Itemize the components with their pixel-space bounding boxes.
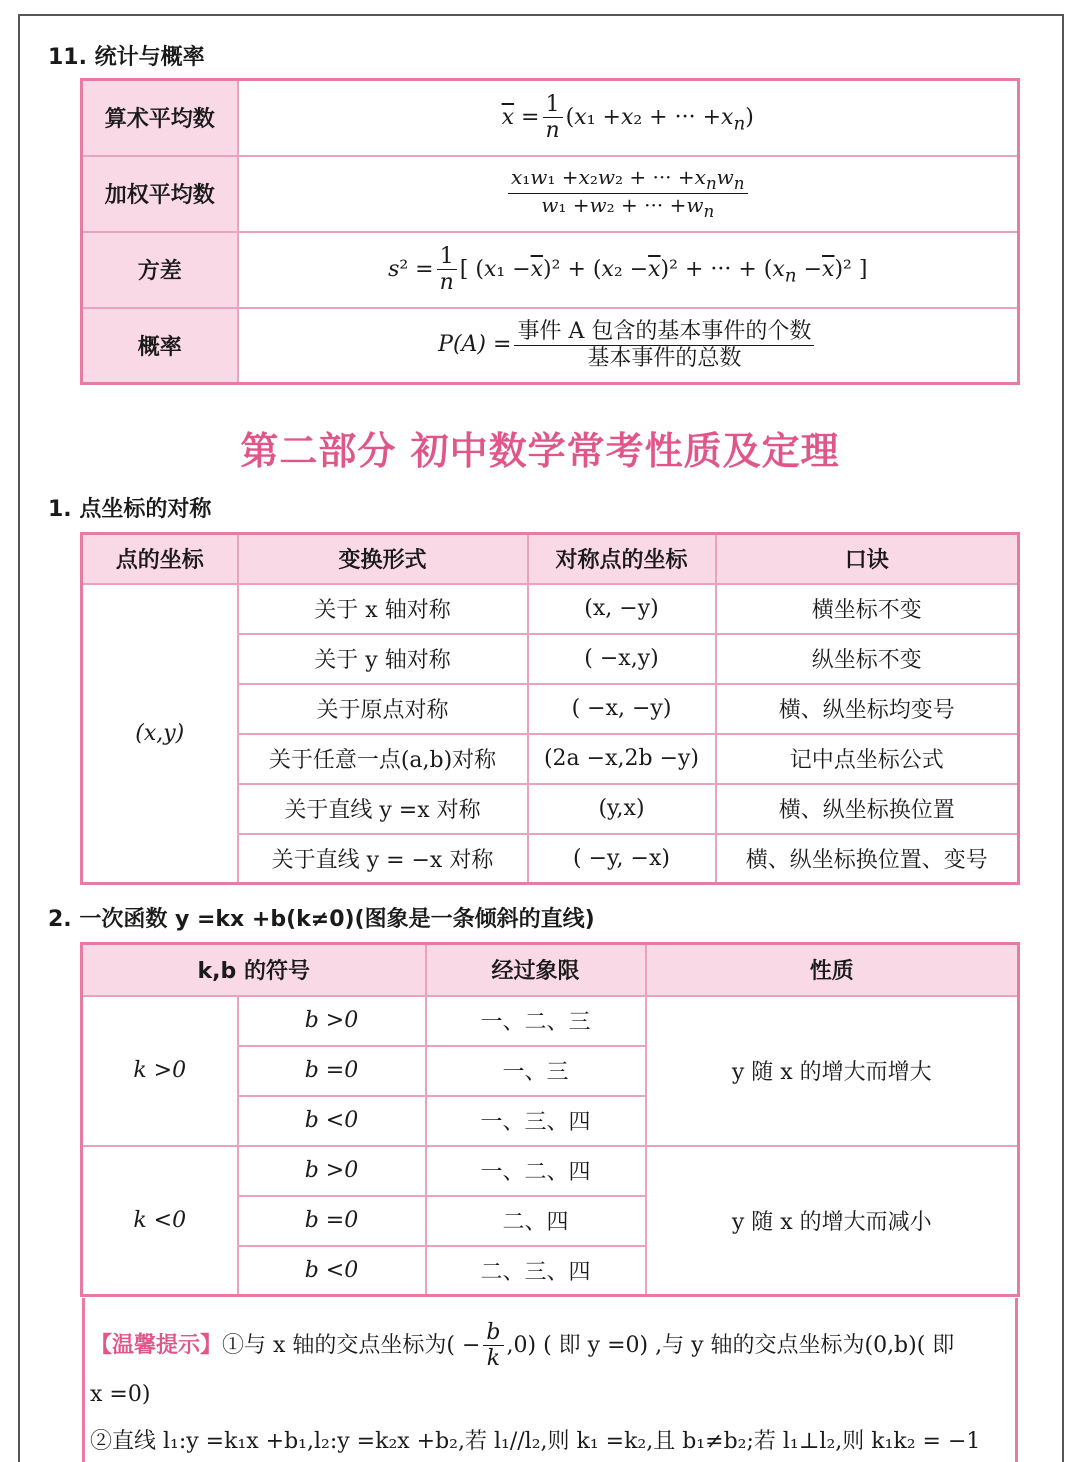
rule-cell: 横坐标不变 (716, 584, 1019, 634)
transform-cell: 关于任意一点(a,b)对称 (238, 734, 528, 784)
b-sign-cell: b <0 (238, 1246, 426, 1296)
table-row (82, 308, 1019, 384)
table-row (82, 996, 1019, 1046)
result-cell: ( −x, −y) (528, 684, 716, 734)
symmetry-table (80, 532, 1020, 885)
table-header-row (82, 944, 1019, 996)
tip-text-b: ,0) ( 即 y =0) ,与 y 轴的交点坐标为(0,b)( 即 (506, 1332, 955, 1358)
probability-lhs: P(A) = (438, 332, 512, 358)
column-header: 性质 (646, 944, 1019, 996)
quadrant-cell: 二、三、四 (426, 1246, 646, 1296)
fraction-b-over-k: $\frac{b}{k}$ (483, 1320, 503, 1372)
column-header: 口诀 (716, 534, 1019, 584)
variance-formula: s² = $\frac{1}{n}$ [ $(x_1 -\overline{x})^2 + (x_2 -\overline{x})^2$ + ··· + $(x_n -\overline{x})^2$ ] (238, 232, 1019, 308)
column-header: 变换形式 (238, 534, 528, 584)
column-header: 点的坐标 (82, 534, 238, 584)
transform-cell: 关于直线 y =x 对称 (238, 784, 528, 834)
transform-cell: 关于直线 y = −x 对称 (238, 834, 528, 884)
result-cell: (y,x) (528, 784, 716, 834)
probability-formula (238, 308, 1019, 384)
property-cell: y 随 x 的增大而增大 (646, 996, 1019, 1146)
column-header: k,b 的符号 (82, 944, 426, 996)
result-cell: ( −y, −x) (528, 834, 716, 884)
mean-formula: $\overline{x}$ = $\frac{1}{n}$ (x₁ +x₂ + ··· $+x_n$) (238, 80, 1019, 156)
transform-cell: 关于原点对称 (238, 684, 528, 734)
b-sign-cell: b >0 (238, 996, 426, 1046)
quadrant-cell: 二、四 (426, 1196, 646, 1246)
quadrant-cell: 一、三 (426, 1046, 646, 1096)
section-1-title: 1. 点坐标的对称 (48, 497, 212, 522)
b-sign-cell: b <0 (238, 1096, 426, 1146)
table-row (82, 584, 1019, 634)
rule-cell: 横、纵坐标换位置 (716, 784, 1019, 834)
quadrant-cell: 一、二、三 (426, 996, 646, 1046)
table-row (82, 80, 1019, 156)
probability-denominator: 基本事件的总数 (587, 345, 742, 371)
tip-line-2: x =0) (90, 1382, 151, 1407)
tip-text-a: ①与 x 轴的交点坐标为( − (222, 1332, 481, 1358)
row-label: 概率 (82, 308, 238, 384)
section-2-title: 2. 一次函数 y =kx +b(k≠0)(图象是一条倾斜的直线) (48, 907, 595, 932)
column-header: 对称点的坐标 (528, 534, 716, 584)
b-sign-cell: b =0 (238, 1046, 426, 1096)
section-11-title: 11. 统计与概率 (48, 45, 205, 70)
table-header-row (82, 534, 1019, 584)
rule-cell: 记中点坐标公式 (716, 734, 1019, 784)
result-cell: ( −x,y) (528, 634, 716, 684)
rule-cell: 横、纵坐标均变号 (716, 684, 1019, 734)
probability-numerator: 事件 A 包含的基本事件的个数 (514, 319, 814, 345)
point-cell: (x,y) (82, 584, 238, 884)
quadrant-cell: 一、二、四 (426, 1146, 646, 1196)
property-cell: y 随 x 的增大而减小 (646, 1146, 1019, 1296)
table-row (82, 232, 1019, 308)
result-cell: (x, −y) (528, 584, 716, 634)
result-cell: (2a −x,2b −y) (528, 734, 716, 784)
tip-line-3: ②直线 l₁:y =k₁x +b₁,l₂:y =k₂x +b₂,若 l₁//l₂,则 k₁ =k₂,且 b₁≠b₂;若 l₁⊥l₂,则 k₁k₂ = −1 (90, 1429, 981, 1454)
b-sign-cell: b >0 (238, 1146, 426, 1196)
linear-function-table (80, 942, 1020, 1297)
quadrant-cell: 一、三、四 (426, 1096, 646, 1146)
table-row (82, 156, 1019, 232)
b-sign-cell: b =0 (238, 1196, 426, 1246)
tip-line-1 (90, 1320, 954, 1372)
table-row (82, 1146, 1019, 1196)
k-sign-cell: k >0 (82, 996, 238, 1146)
statistics-table (80, 78, 1020, 385)
row-label: 加权平均数 (82, 156, 238, 232)
rule-cell: 横、纵坐标换位置、变号 (716, 834, 1019, 884)
weighted-mean-formula: $\frac{x_1w_1 +x_2w_2 + \cdot\cdot\cdot +x_nw_n}{w_1 +w_2 + \cdot\cdot\cdot +w_n}$ (238, 156, 1019, 232)
column-header: 经过象限 (426, 944, 646, 996)
row-label: 方差 (82, 232, 238, 308)
part-2-title: 第二部分 初中数学常考性质及定理 (240, 429, 840, 473)
transform-cell: 关于 y 轴对称 (238, 634, 528, 684)
k-sign-cell: k <0 (82, 1146, 238, 1296)
tip-label: 【温馨提示】 (90, 1332, 223, 1358)
rule-cell: 纵坐标不变 (716, 634, 1019, 684)
row-label: 算术平均数 (82, 80, 238, 156)
transform-cell: 关于 x 轴对称 (238, 584, 528, 634)
